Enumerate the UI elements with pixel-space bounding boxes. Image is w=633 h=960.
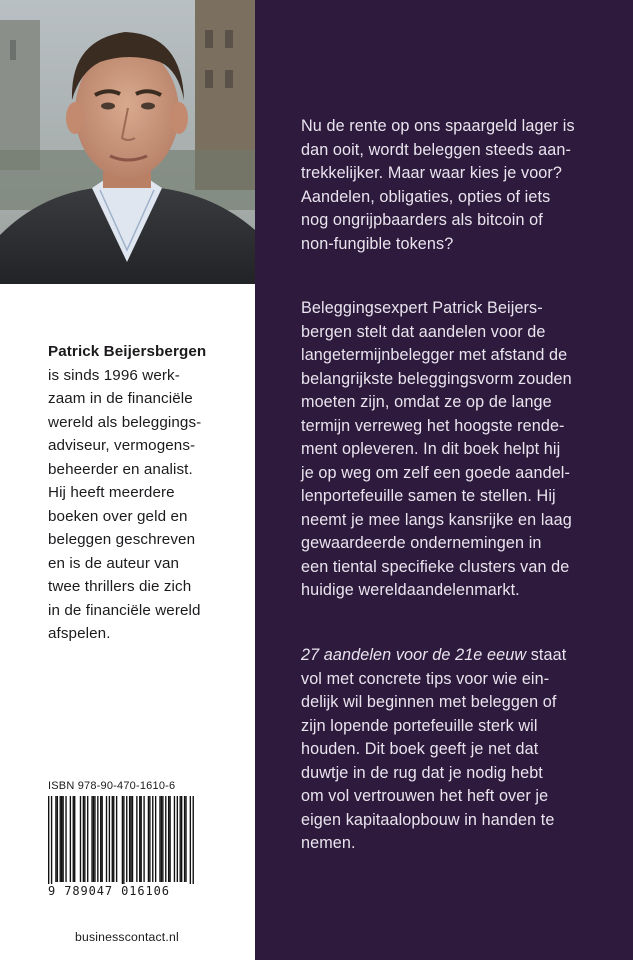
barcode-bar <box>65 796 66 882</box>
bio-line: afspelen. <box>48 625 111 642</box>
barcode-bar <box>94 796 95 882</box>
blurb-line: nemen. <box>301 834 356 852</box>
barcode-bar <box>83 796 84 882</box>
bio-line: Hij heeft meerdere <box>48 484 175 501</box>
barcode-bar <box>70 796 71 882</box>
blurb-line: non-fungible tokens? <box>301 234 454 253</box>
blurb-line: Beleggingsexpert Patrick Beijers- <box>301 299 543 317</box>
publisher-url[interactable]: businesscontact.nl <box>75 930 179 944</box>
blurb-line: een tiental specifieke clusters van de <box>301 557 570 576</box>
barcode-bar <box>113 796 114 882</box>
blurb-line: delijk wil beginnen met beleggen of <box>301 693 557 711</box>
barcode-bar <box>162 796 163 882</box>
blurb-line: gewaardeerde ondernemingen in <box>301 534 542 552</box>
barcode-bar <box>181 796 182 882</box>
bio-line: en is de auteur van <box>48 554 180 572</box>
barcode-bar <box>161 796 162 882</box>
barcode-bar <box>180 796 181 882</box>
blurb-line: moeten zijn, omdat ze op de lange <box>301 393 552 411</box>
barcode-bar <box>155 796 156 882</box>
blurb-line: langetermijnbelegger met afstand de <box>301 346 568 364</box>
barcode-bar <box>130 796 131 882</box>
bio-line: twee thrillers die zich <box>48 578 192 595</box>
barcode-bar <box>185 796 186 882</box>
barcode-bar <box>62 796 63 882</box>
barcode-bar <box>190 796 191 888</box>
barcode-bar <box>141 796 142 882</box>
blurb-panel <box>255 0 633 960</box>
blurb-line: belangrijkste beleggingsvorm zouden <box>301 369 572 388</box>
barcode-bar <box>184 796 185 882</box>
blurb-line: termijn verreweg het hoogste rende- <box>301 416 565 435</box>
blurb-line: ment opleveren. In dit boek helpt hij <box>301 440 561 458</box>
barcode-bar <box>123 796 124 888</box>
barcode-bar <box>84 796 85 882</box>
barcode-bar <box>148 796 149 882</box>
author-name: Patrick Beijersbergen <box>48 343 207 360</box>
barcode-bar <box>149 796 150 882</box>
barcode-bar <box>87 796 88 882</box>
barcode-bar <box>109 796 110 882</box>
book-title: 27 aandelen voor de 21e eeuw <box>301 646 527 664</box>
barcode-bar <box>159 796 160 882</box>
barcode-bar <box>177 796 178 882</box>
blurb-line: eigen kapitaalopbouw in handen te <box>301 810 555 829</box>
bio-line: beleggen geschreven <box>48 531 196 548</box>
barcode-bar <box>74 796 75 882</box>
blurb-paragraph-2 <box>301 297 631 603</box>
bio-line: wereld als beleggings- <box>48 413 202 431</box>
blurb-line: trekkelijker. Maar waar kies je voor? <box>301 164 562 182</box>
bio-line: in de financiële wereld <box>48 601 201 619</box>
barcode-bar <box>73 796 74 882</box>
blurb-line: houden. Dit boek geeft je net dat <box>301 740 539 758</box>
blurb-line: dan ooit, wordt beleggen steeds aan- <box>301 140 571 159</box>
barcode-bar <box>136 796 137 882</box>
barcode-bar <box>100 796 101 882</box>
bio-line: boeken over geld en <box>48 507 188 525</box>
barcode-bar <box>55 796 56 882</box>
blurb-line: bergen stelt dat aandelen voor de <box>301 322 546 341</box>
blurb-paragraph-1 <box>301 115 631 256</box>
barcode-bar <box>93 796 94 882</box>
barcode-bar <box>51 796 52 888</box>
blurb-line: om vol vertrouwen het heft over je <box>301 787 549 805</box>
blurb-line: huidige wereldaandelenmarkt. <box>301 581 520 599</box>
bio-line: zaam in de financiële <box>48 390 193 407</box>
blurb-line: vol met concrete tips voor wie ein- <box>301 669 550 688</box>
blurb-line: Nu de rente op ons spaargeld lager is <box>301 117 575 135</box>
blurb-line: zijn lopende portefeuille sterk wil <box>301 716 538 735</box>
barcode-bar <box>48 796 49 888</box>
blurb-paragraph-3 <box>301 644 631 856</box>
barcode-bar <box>116 796 117 882</box>
blurb-line-first <box>301 644 631 668</box>
barcode-digits: 9 789047 016106 <box>48 884 194 898</box>
barcode-bar <box>57 796 58 882</box>
barcode-bar <box>152 796 153 882</box>
author-bio <box>48 340 248 646</box>
bio-line: adviseur, vermogens- <box>48 437 196 454</box>
barcode-bar <box>101 796 102 882</box>
blurb-line: Aandelen, obligaties, opties of iets <box>301 187 551 206</box>
bio-line: beheerder en analist. <box>48 460 193 478</box>
barcode-bar <box>91 796 92 882</box>
barcode-bar <box>143 796 144 882</box>
left-column <box>0 0 255 960</box>
barcode-bar <box>169 796 170 882</box>
barcode-bar <box>165 796 166 882</box>
isbn-label: ISBN 978-90-470-1610-6 <box>48 780 176 792</box>
barcode-bar <box>61 796 62 882</box>
barcode-bar <box>106 796 107 882</box>
barcode-bar <box>168 796 169 882</box>
blurb-line: nog ongrijpbaarders als bitcoin of <box>301 211 543 229</box>
barcode-bar <box>139 796 140 882</box>
blurb-line: neemt je mee langs kansrijke en laag <box>301 510 572 529</box>
barcode-bar <box>97 796 98 882</box>
barcode-bar <box>60 796 61 882</box>
barcode-bar <box>122 796 123 888</box>
book-title-rest: staat <box>526 646 567 664</box>
blurb-line: duwtje in de rug dat je nodig hebt <box>301 763 543 782</box>
barcode <box>48 796 194 892</box>
barcode-bar <box>126 796 127 882</box>
barcode-bar <box>132 796 133 882</box>
author-photo <box>0 0 255 284</box>
barcode-bar <box>112 796 113 882</box>
barcode-bar <box>193 796 194 888</box>
barcode-bar <box>129 796 130 882</box>
blurb-line: je op weg om zelf een goede aandel- <box>301 463 570 482</box>
barcode-bar <box>80 796 81 882</box>
barcode-bar <box>174 796 175 882</box>
bio-line: is sinds 1996 werk- <box>48 366 180 384</box>
blurb-line: lenportefeuille samen te stellen. Hij <box>301 487 556 505</box>
